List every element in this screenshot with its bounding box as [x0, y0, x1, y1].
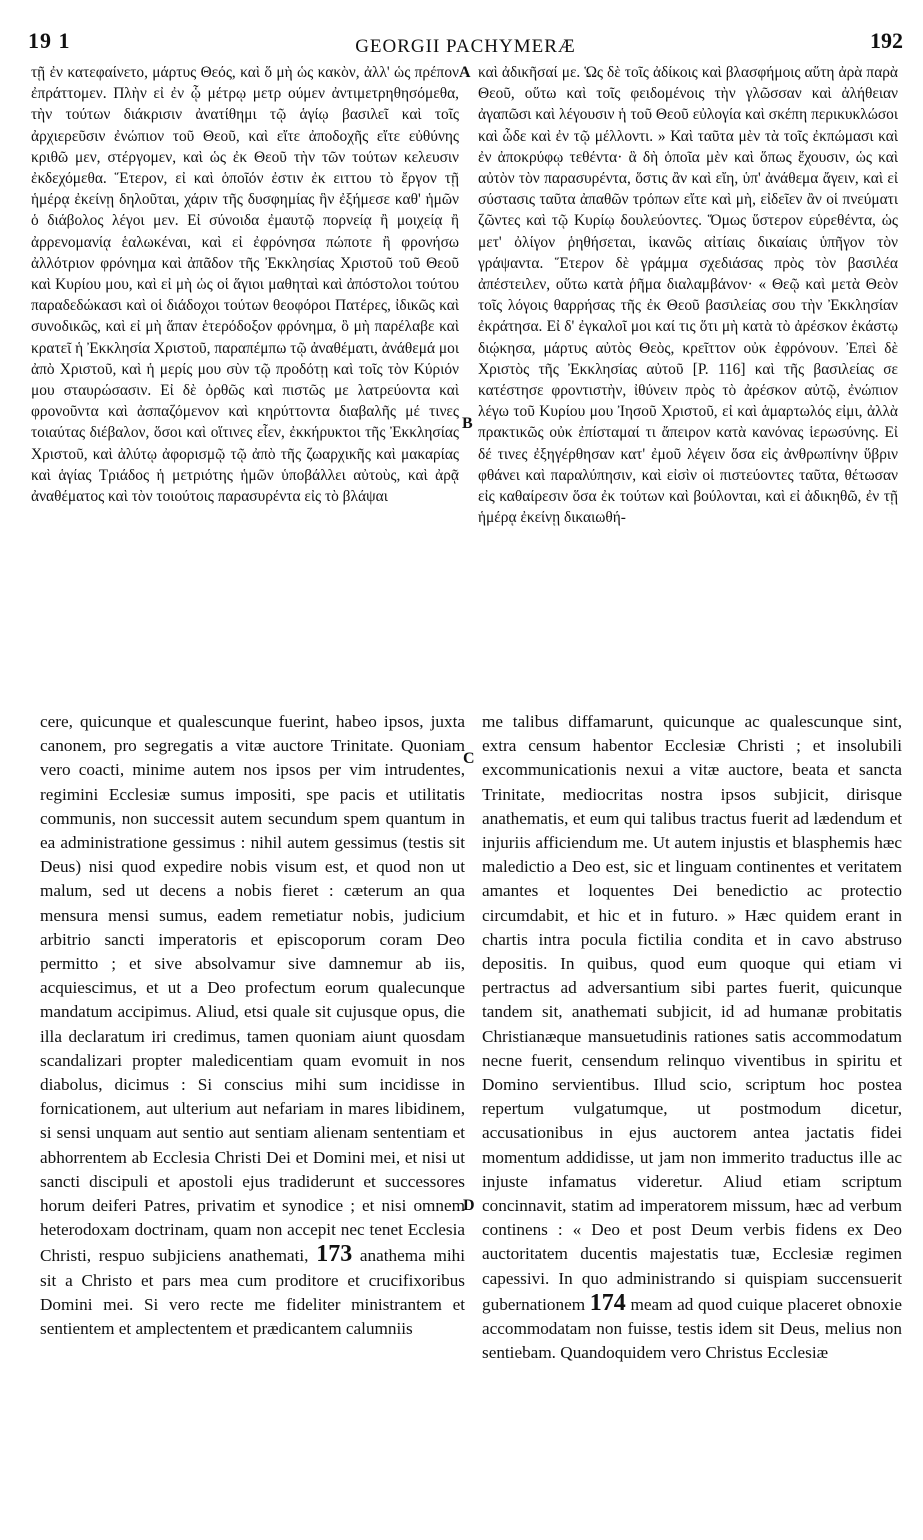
margin-marker-c: C — [463, 750, 475, 767]
latin-column-right — [482, 710, 902, 1530]
column-number-174: 174 — [589, 1289, 626, 1316]
latin-text-right-part2: meam ad quod cuique placeret obnoxie accommodatam non fuisse, testis idem sit Deus, melius non sentiebam. Quandoquidem vero Christus Ecclesiæ — [482, 1294, 902, 1363]
page-number-left: 19 1 — [28, 28, 71, 53]
margin-marker-b: B — [462, 415, 473, 432]
column-number-173: 173 — [316, 1241, 353, 1268]
page-number-right: 192 — [870, 28, 903, 53]
latin-column-left — [40, 710, 465, 1530]
greek-column-right — [478, 62, 898, 700]
greek-text-right: καὶ ἀδικῆσαί με. Ὡς δὲ τοῖς ἀδίκοις καὶ βλασφήμοις αὕτη ἀρὰ παρὰ Θεοῦ, οὕτω καὶ τοῖς φειδομένοις τὴν γλῶσσαν καὶ ἀλήθειαν ἀγαπῶσι καὶ λέγουσιν ἡ τοῦ Θεοῦ εὐλογία καὶ σκέπη περικυκλώσοι καὶ ὧδε καὶ ἐν τῷ μέλλοντι. » Καὶ ταῦτα μὲν τὰ τοῖς ἐκπώμασι καὶ ἐν ἀποκρύφῳ τεθέντα· ἃ δὴ ὁποῖα μὲν καὶ ὅπως ἔχουσιν, ὡς καὶ αὐτὸν τὸν παρασυρέντα, ὅστις ἂν καὶ εἴη, ὑπ' ἀνάθεμα ἄγειν, καὶ εἰ σύστασις ταῦτα ἀπαθῶν τρόπων εἴτε καὶ μὴ, εἰδεῖεν ἂν οἱ πνεύματι ζῶντες καὶ τῷ Κυρίῳ δουλεύοντες. Ὅμως ὕστερον εὑρεθέντα, ὡς μετ' ὀλίγον ῥηθήσεται, ἱκανῶς αἰτίαις δικαίαις ὑπῆγον τὸν γράψαντα. Ἕτερον δὲ γράμμα σχεδιάσας πρὸς τὸν βασιλέα ἀπέστειλεν, οὕτω κατὰ ῥῆμα διαλαμβάνον· « Θεῷ καὶ μετὰ Θεὸν τοῖς λόγοις θαρρήσας τῆς ἐκ Θεοῦ βασιλείας σου τὴν Ἐκκλησίαν ἐκράτησα. Εἰ δ' ἐγκαλοῖ μοι καί τις ὅτι μὴ κατὰ τὸ ἀρέσκον ἑκάστῳ διῴκησα, μάρτυς αὐτὸς Θεὸς, κρεῖττον οὐκ ἐφρόνουν. Ἐπεὶ δὲ Χριστὸς τῆς Ἐκκλησίας αὐτοῦ [P. 116] καὶ τῆς βασιλείας σε κατέστησε φροντιστὴν, ἰθύνειν πρὸς τὸ ἀρέσκον αὐτῷ, ἐνώπιον λέγω τοῦ Κυρίου μου Ἰησοῦ Χριστοῦ, εἰ καὶ ἁμαρτωλός εἰμι, ἀλλὰ πρακτικῶς οὐκ ἐπίσταμαί τι ἄπειρον κατὰ κανόνας ἱερωσύνης. Εἰ δέ τινες ἐξηγέρθησαν κατ' ἐμοῦ λέγειν ὅσα εἰς ἀνθρωπίνην ὕβριν φθάνει καὶ παραλύπησιν, καὶ εἰσὶν οἱ πιστεύοντες ταῦτα, θέτωσαν εἰς καθαίρεσιν ὅσα ἐκ τούτων καὶ βούλονται, καὶ εἰ ἀδικηθῶ, ἐν τῇ ἡμέρᾳ ἐκείνῃ δικαιωθή- — [478, 64, 898, 527]
greek-column-left — [31, 62, 459, 700]
latin-text-left-part2: anathema mihi sit a Christo et pars mea cum proditore et crucifixoribus Domini mei. Si vero recte me fideliter ministrantem et sentientem et amplectentem et prædicantem calumniis — [40, 1246, 465, 1339]
greek-text-left: τῇ ἐν κατεφαίνετο, μάρτυς Θεός, καὶ ὅ μὴ ὡς κακὸν, ἀλλ' ὡς πρέπον ἐπράττομεν. Πλὴν εἰ ἐν ᾧ μέτρῳ μετρ ούμεν ἀντιμετρηθησόμεθα, τὴν τούτων διάκρισιν ἀνατίθημι τῷ ἁγίῳ βασιλεῖ καὶ τοῖς ἀρχιερεῦσιν ἐνώπιον τοῦ Θεοῦ, καὶ εἴτε ἀποδοχῆς εἴτε εὐθύνης κριθῶ μεν, στέργομεν, καὶ ὡς ἐκ Θεοῦ τὴν τῶν τούτων κελευσιν ἐκδεχόμεθα. Ἕτερον, εἰ καὶ ὁποῖόν ἐστιν ἐκ ειττου τὸ ἔργον τῇ ἡμέρᾳ ἐκείνῃ δηλοῦται, χάριν τῆς δυσφημίας ἣν ἐξήμεσε καθ' ἡμῶν ὁ διάβολος λέγοι μεν. Εἰ σύνοιδα ἐμαυτῷ πορνείᾳ ἢ μοιχείᾳ ἢ ἀρρενομανίᾳ ἑαλωκέναι, καὶ εἰ ἐφρόνησα πώποτε ἢ φρονήσω ἀλλότριον φρόνημα καὶ ἀπᾶδον τῆς Ἐκκλησίας Χριστοῦ τοῦ Θεοῦ καὶ Κυρίου μου, καὶ εἰ μὴ ὡς οἱ ἅγιοι μαθηταὶ καὶ ἀπόστολοι τούτου παραδεδώκασι καὶ οἱ διάδοχοι τούτων θεοφόροι Πατέρες, ἰδικῶς καὶ συνοδικῶς, καὶ εἰ μὴ ἅπαν ἑτερόδοξον φρόνημα, ὃ μὴ παρέλαβε καὶ κρατεῖ ἡ Ἐκκλησία Χριστοῦ, παραπέμπω τῷ ἀναθέματι, ἀνάθεμά μοι ἀπὸ Χριστοῦ, καὶ ἡ μερίς μου σὺν τῷ προδότῃ καὶ τοῖς τὸν Κύριόν μου σταυρώσασιν. Εἰ δὲ ὀρθῶς καὶ πιστῶς με λατρεύοντα καὶ φρονοῦντα καὶ ἀσπαζόμενον καὶ κηρύττοντα διαβαλῆς μέ τινες τοιαύτας διέβαλον, ὅσοι καὶ οἵτινες εἶεν, ἐκκήρυκτοι τῆς Ἐκκλησίας Χριστοῦ, καὶ ἀλύτῳ ἀφορισμῷ τῷ ἀπὸ τῆς ζωαρχικῆς καὶ μακαρίας καὶ ἁγίας Τριάδος ἡ μετριότης ἡμῶν ὑποβάλλει αὐτοὺς, καὶ ἀρᾷ ἀναθέματος καὶ τὸν τοιούτοις παρασυρέντα εἰς τὸ βλάψαι — [31, 64, 459, 506]
latin-paragraph-right — [482, 710, 902, 1365]
latin-paragraph-left — [40, 710, 465, 1341]
running-title: GEORGII PACHYMERÆ — [355, 36, 576, 57]
latin-text-left-part1: cere, quicunque et qualescunque fuerint, habeo ipsos, juxta canonem, pro segregatis a vitæ auctore Trinitate. Quoniam vero coacti, minime autem nos ipsos per vim intrudentes, regimini Ecclesiæ sumus impositi, spe pacis et utilitatis communis, non successit autem secundum spem quantum in ea administratione gessimus : nihil autem gessimus (testis sit Deus) nisi quod expedire nobis visum est, et quod non ut malum, sed ut decens a nobis fieret : cæterum an qua mensura mensi sumus, eadem remetiatur nobis, judicium arbitrio sancti imperatoris et episcoporum coram Deo permitto ; et sive absolvamur sive damnemur ab iis, acquiescimus, et ut a Deo profectum eorum qualecunque mandatum accipimus. Aliud, etsi quale sit cujusque opus, die illa declaratum iri credimus, tamen quoniam aiunt quosdam scandalizari propter maledicentiam quam evomuit in nos diabolus, dicimus : Si conscius mihi sum incidisse in fornicationem, aut ulterium aut nefariam in mares libidinem, si sensi unquam aut sentio aut sentiam alienam sententiam et abhorrentem ab Ecclesia Christi Dei et Domini mei, et nisi ut sancti discipuli et apostoli ejus tradiderunt et successores horum deiferi Patres, privatim et synodice ; et nisi omnem heterodoxam doctrinam, quam non accepit nec tenet Ecclesia Christi, respuo subjiciens anathemati, — [40, 712, 465, 1266]
margin-marker-d: D — [463, 1197, 475, 1214]
page-header — [28, 8, 903, 57]
latin-text-right-part1: me talibus diffamarunt, quicunque ac qualescunque sint, extra censum habentor Ecclesiæ Christi ; et insolubili excommunicationis nexui a vitæ auctore, beata et sancta Trinitate, mediocritas nostra ipsos subjicit, dirisque anathematis, et eum qui talibus tractus fuerit ad lædendum et injuriis afficiendum me. Ut autem injustis et blasphemis hæc maledictio a Deo est, sic et linguam continentes et veritatem amantes et loquentes Dei benedictio ac protectio circumdabit, et hic et in futuro. » Hæc quidem erant in chartis intra pocula fictilia condita et in cavo abstruso depositis. In quibus, quod eum quoque qui etiam vi pertractus ad adversantium sibi partes fuerit, quicunque tandem sit, anathemati subjicit, id ad humanæ probitatis Christianæque mansuetudinis rationes satis accommodatum necne fuerit, censendum relinquo viventibus in spiritu et Domino servientibus. Illud scio, scriptum hoc postea repertum vulgatumque, ut postmodum dicetur, accusationibus in ejus auctorem antea jactatis fidei momentum addidisse, ut jam non immerito traductus ille ac injuste infamatus videretur. Aliud etiam scriptum concinnavit, statim ad imperatorem missum, hæc ad verbum continens : « Deo et post Deum verbis fidens ex Deo auctoritatem ducentis majestatis tuæ, Ecclesiæ regimen capessivi. In quo administrando si quispiam succensuerit gubernationem — [482, 712, 902, 1314]
margin-marker-a: A — [459, 64, 471, 81]
